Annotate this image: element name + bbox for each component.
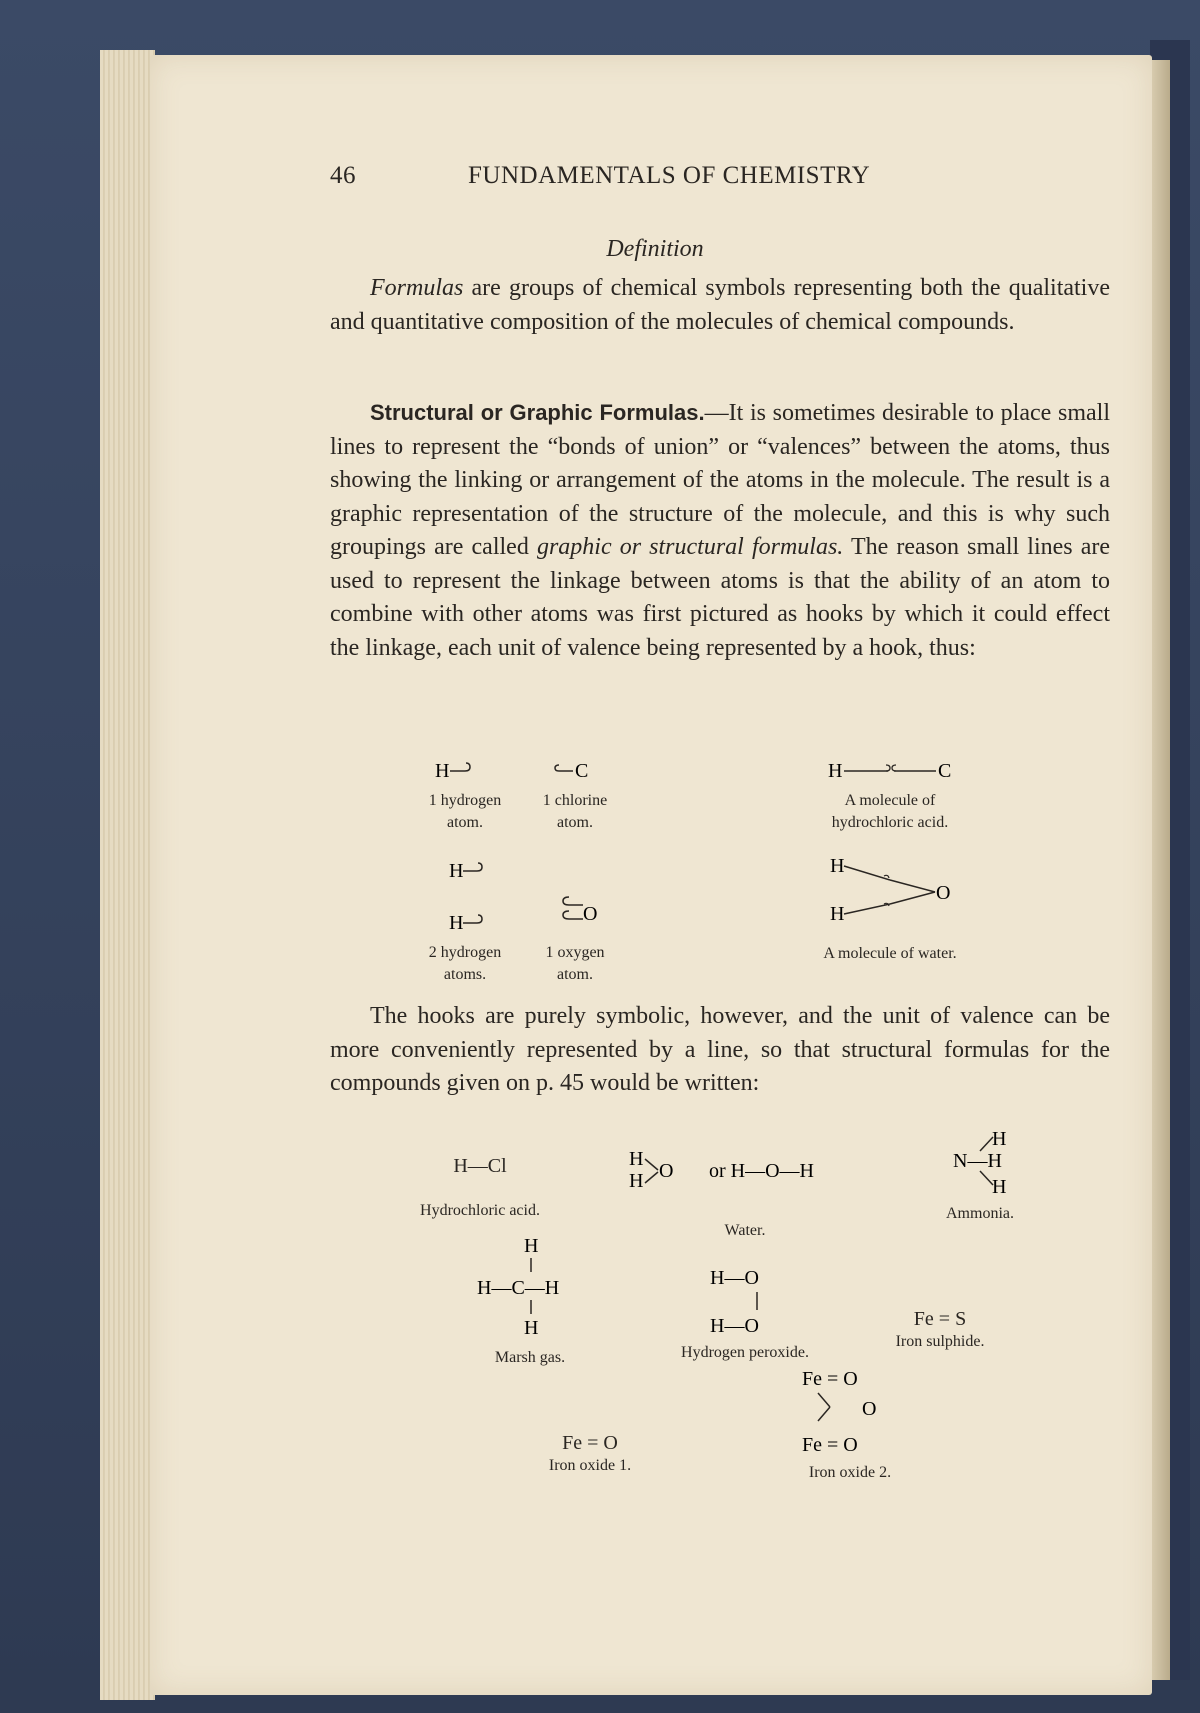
caption-h2-line2: atoms. bbox=[443, 966, 487, 983]
water-formula-alt: or H—O—H bbox=[709, 1160, 814, 1182]
iron-oxide-2-top: Fe = O bbox=[802, 1368, 858, 1390]
paragraph3-text: The hooks are purely symbolic, however, and the unit of valence can be more conveniently represented by a line, so that structural formulas for the compounds given on p. 45 would be written: bbox=[330, 1003, 1110, 1096]
caption-hydrogen-peroxide: Hydrogen peroxide. bbox=[681, 1344, 809, 1361]
caption-iron-oxide-1: Iron oxide 1. bbox=[548, 1457, 632, 1474]
ammonia-h-bottom: H bbox=[992, 1176, 1007, 1198]
water-h-bottom: H bbox=[830, 903, 845, 925]
caption-h-line2: atom. bbox=[447, 814, 483, 831]
caption-hydrochloric-acid: Hydrochloric acid. bbox=[420, 1202, 540, 1219]
water-formula-h-top: H bbox=[629, 1148, 644, 1170]
marsh-gas-formula-diagram bbox=[460, 1232, 600, 1342]
h-symbol: H bbox=[435, 760, 450, 782]
definition-heading: Definition bbox=[606, 236, 704, 262]
peroxide-top: H—O bbox=[710, 1267, 759, 1289]
caption-o-line1: 1 oxygen bbox=[545, 944, 605, 961]
caption-cl-line1: 1 chlorine bbox=[542, 792, 608, 809]
ammonia-n-h: N—H bbox=[953, 1150, 1002, 1172]
caption-h-line1: 1 hydrogen bbox=[428, 792, 502, 809]
h-symbol-bottom: H bbox=[449, 912, 464, 934]
water-formula-o: O bbox=[659, 1160, 674, 1182]
water-hook-diagram bbox=[790, 852, 990, 932]
ammonia-h-top: H bbox=[992, 1128, 1007, 1150]
book-title: FUNDAMENTALS OF CHEMISTRY bbox=[468, 162, 871, 189]
figure-hydrogen-atom bbox=[415, 755, 515, 834]
iron-oxide-2-bottom: Fe = O bbox=[802, 1434, 858, 1456]
paragraph-formulas-definition bbox=[330, 272, 1110, 339]
hcl-cl-symbol: C bbox=[938, 760, 952, 782]
formula-iron-sulphide bbox=[880, 1308, 1000, 1353]
figure-chlorine-atom bbox=[525, 755, 625, 834]
formula-hydrochloric-acid bbox=[395, 1155, 565, 1222]
marsh-gas-middle: H—C—H bbox=[477, 1277, 560, 1299]
ammonia-formula-diagram bbox=[925, 1125, 1035, 1200]
figure-oxygen-atom bbox=[525, 855, 625, 986]
formula-hydrogen-peroxide bbox=[660, 1262, 830, 1364]
marsh-gas-h-top: H bbox=[524, 1235, 539, 1257]
oxygen-hook-diagram bbox=[525, 855, 625, 937]
formula-water bbox=[625, 1145, 865, 1242]
paragraph1-text: are groups of chemical symbols representing both the qualitative and quantitative composition of the molecules of chemical compounds. bbox=[330, 275, 1110, 335]
caption-iron-oxide-2: Iron oxide 2. bbox=[808, 1464, 892, 1481]
paragraph2-italic: graphic or structural formulas. bbox=[536, 534, 844, 560]
hcl-h-symbol: H bbox=[828, 760, 843, 782]
two-hydrogen-hook-diagram bbox=[415, 855, 515, 937]
formula-marsh-gas bbox=[460, 1232, 600, 1369]
caption-cl-line2: atom. bbox=[557, 814, 593, 831]
peroxide-formula-diagram bbox=[660, 1262, 830, 1337]
cl-symbol: C bbox=[575, 760, 589, 782]
figure-two-hydrogen-atoms bbox=[415, 855, 515, 986]
figure-water-molecule bbox=[790, 852, 990, 965]
formula-ammonia bbox=[925, 1125, 1035, 1225]
section-heading: Structural or Graphic Formulas. bbox=[370, 400, 705, 425]
caption-iron-sulphide: Iron sulphide. bbox=[895, 1333, 985, 1350]
water-h-top: H bbox=[830, 855, 845, 877]
iron-sulphide-formula: Fe = S bbox=[913, 1308, 967, 1330]
page-edges bbox=[100, 50, 155, 1700]
marsh-gas-h-bottom: H bbox=[524, 1317, 539, 1339]
caption-hcl-line2: hydrochloric acid. bbox=[831, 814, 949, 831]
formula-iron-oxide-1 bbox=[520, 1432, 660, 1477]
term-formulas: Formulas bbox=[370, 275, 464, 301]
paragraph2-text-a: —It is sometimes desirable to place small lines to represent the “bonds of union” or “valences” between the atoms, thus showing the linking or arrangement of the atoms in the molecule. The result is a graphic representation of the structure of the molecule, and this is why such groupings are called bbox=[330, 400, 1110, 560]
water-formula-h-bottom: H bbox=[629, 1170, 644, 1192]
o-symbol: O bbox=[583, 903, 598, 925]
caption-h2-line1: 2 hydrogen bbox=[428, 944, 502, 961]
iron-oxide-2-diagram bbox=[780, 1365, 920, 1457]
hcl-hook-diagram bbox=[800, 755, 980, 785]
paragraph2-text-b: The reason small lines are used to represent the linkage between atoms is that the ability of an atom to combine with other atoms was first pictured as hooks by which it could effect the linkage, each unit of valence being represented by a hook, thus: bbox=[330, 534, 1111, 661]
water-o-symbol: O bbox=[936, 882, 951, 904]
figure-hcl-molecule bbox=[800, 755, 980, 834]
caption-water: Water. bbox=[724, 1222, 766, 1239]
caption-marsh-gas: Marsh gas. bbox=[494, 1349, 566, 1366]
caption-hcl-line1: A molecule of bbox=[844, 792, 936, 809]
paragraph-structural-formulas bbox=[330, 396, 1110, 665]
page-number: 46 bbox=[330, 162, 356, 189]
formula-iron-oxide-2 bbox=[780, 1365, 920, 1484]
iron-oxide-2-middle: O bbox=[862, 1398, 877, 1420]
caption-water-molecule: A molecule of water. bbox=[823, 945, 957, 962]
water-formula-diagram bbox=[625, 1145, 865, 1195]
iron-oxide-1-formula: Fe = O bbox=[562, 1432, 618, 1454]
h-symbol-top: H bbox=[449, 860, 464, 882]
caption-ammonia: Ammonia. bbox=[946, 1205, 1014, 1222]
chlorine-hook-diagram bbox=[525, 755, 625, 785]
caption-o-line2: atom. bbox=[557, 966, 593, 983]
paragraph-hooks-symbolic bbox=[330, 1000, 1110, 1101]
hydrogen-hook-diagram bbox=[415, 755, 515, 785]
peroxide-bottom: H—O bbox=[710, 1315, 759, 1337]
hcl-formula: H—Cl bbox=[453, 1155, 507, 1177]
